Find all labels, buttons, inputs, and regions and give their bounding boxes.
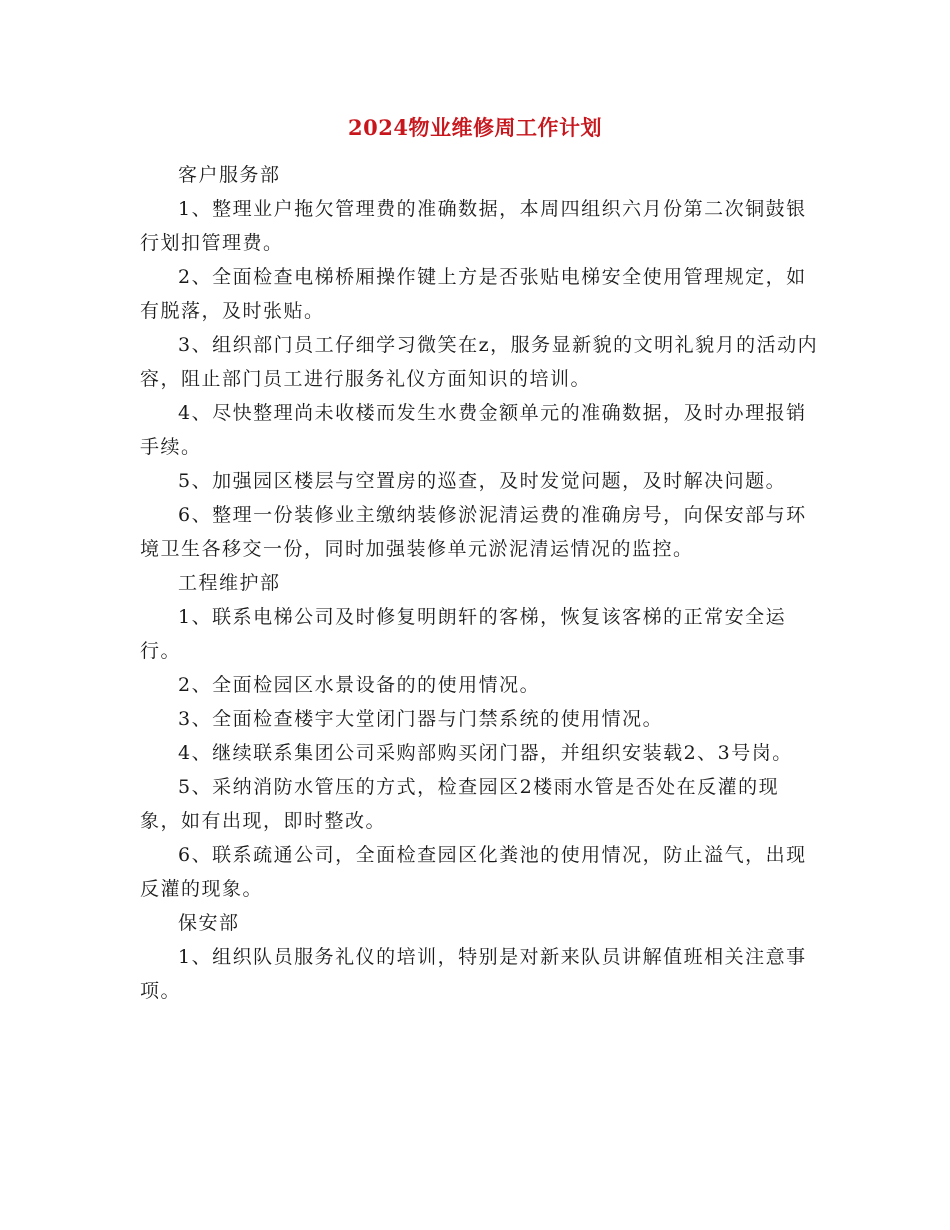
paragraph: 4、尽快整理尚未收楼而发生水费金额单元的准确数据，及时办理报销手续。 [140,402,807,458]
paragraph: 2、全面检园区水景设备的的使用情况。 [178,674,541,696]
paragraph: 6、整理一份装修业主缴纳装修淤泥清运费的准确房号，向保安部与环境卫生各移交一份，同时加强装修单元淤泥清运情况的监控。 [140,504,807,560]
paragraph: 6、联系疏通公司，全面检查园区化粪池的使用情况，防止溢气，出现反灌的现象。 [140,844,807,900]
section-heading-engineering: 工程维护部 [178,572,281,594]
paragraph: 3、组织部门员工仔细学习微笑在z，服务显新貌的文明礼貌月的活动内容，阻止部门员工进行服务礼仪方面知识的培训。 [140,334,819,390]
document-title: 2024物业维修周工作计划 [348,115,602,140]
paragraph: 3、全面检查楼宇大堂闭门器与门禁系统的使用情况。 [178,708,664,730]
section-heading-security: 保安部 [178,912,240,934]
paragraph: 1、联系电梯公司及时修复明朗轩的客梯，恢复该客梯的正常安全运行。 [140,606,787,662]
paragraph: 2、全面检查电梯桥厢操作键上方是否张贴电梯安全使用管理规定，如有脱落，及时张贴。 [140,266,807,322]
paragraph: 4、继续联系集团公司采购部购买闭门器，并组织安装载2、3号岗。 [178,742,793,764]
paragraph: 5、加强园区楼层与空置房的巡查，及时发觉问题，及时解决问题。 [178,470,787,492]
paragraph: 1、组织队员服务礼仪的培训，特别是对新来队员讲解值班相关注意事项。 [140,946,807,1002]
paragraph: 5、采纳消防水管压的方式，检查园区2楼雨水管是否处在反灌的现象，如有出现，即时整改。 [140,776,780,832]
document-body [140,158,820,1008]
paragraph: 1、整理业户拖欠管理费的准确数据，本周四组织六月份第二次铜鼓银行划扣管理费。 [140,198,807,254]
section-heading-customer-service: 客户服务部 [178,164,281,186]
